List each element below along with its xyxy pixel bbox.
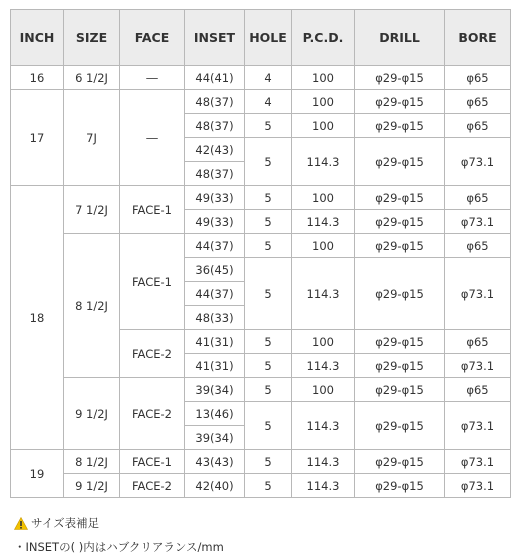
- drill-cell: φ29-φ15: [355, 138, 445, 186]
- drill-cell: φ29-φ15: [355, 258, 445, 330]
- header-drill: DRILL: [355, 10, 445, 66]
- size-cell: 9 1/2J: [64, 474, 120, 498]
- hole-cell: 5: [245, 258, 292, 330]
- bore-cell: φ65: [445, 66, 511, 90]
- warning-icon: [14, 517, 28, 530]
- hole-cell: 5: [245, 138, 292, 186]
- pcd-cell: 100: [292, 378, 355, 402]
- drill-cell: φ29-φ15: [355, 210, 445, 234]
- notes-title: サイズ表補足: [31, 516, 100, 530]
- pcd-cell: 100: [292, 90, 355, 114]
- hole-cell: 4: [245, 66, 292, 90]
- bore-cell: φ65: [445, 330, 511, 354]
- inset-cell: 48(37): [185, 162, 245, 186]
- inset-note: ・INSETの( )内はハブクリアランス/mm: [14, 540, 224, 554]
- hole-cell: 5: [245, 186, 292, 210]
- inset-cell: 44(37): [185, 282, 245, 306]
- inset-cell: 41(31): [185, 354, 245, 378]
- bore-cell: φ65: [445, 90, 511, 114]
- pcd-cell: 114.3: [292, 474, 355, 498]
- inset-cell: 41(31): [185, 330, 245, 354]
- bore-cell: φ73.1: [445, 138, 511, 186]
- bore-cell: φ65: [445, 114, 511, 138]
- table-row: [11, 66, 511, 90]
- inset-cell: 39(34): [185, 426, 245, 450]
- inset-cell: 42(40): [185, 474, 245, 498]
- drill-cell: φ29-φ15: [355, 114, 445, 138]
- drill-cell: φ29-φ15: [355, 186, 445, 210]
- header-face: FACE: [120, 10, 185, 66]
- pcd-cell: 114.3: [292, 210, 355, 234]
- header-inset: INSET: [185, 10, 245, 66]
- size-cell: 7 1/2J: [64, 186, 120, 234]
- bore-cell: φ73.1: [445, 210, 511, 234]
- face-cell: ―: [120, 90, 185, 186]
- inset-cell: 13(46): [185, 402, 245, 426]
- pcd-cell: 100: [292, 66, 355, 90]
- bore-cell: φ65: [445, 378, 511, 402]
- drill-cell: φ29-φ15: [355, 234, 445, 258]
- table-row: [11, 378, 511, 402]
- inset-cell: 39(34): [185, 378, 245, 402]
- pcd-cell: 114.3: [292, 258, 355, 330]
- inset-cell: 43(43): [185, 450, 245, 474]
- bore-cell: φ73.1: [445, 354, 511, 378]
- pcd-cell: 100: [292, 234, 355, 258]
- hole-cell: 5: [245, 210, 292, 234]
- hole-cell: 5: [245, 234, 292, 258]
- drill-cell: φ29-φ15: [355, 378, 445, 402]
- bore-cell: φ73.1: [445, 402, 511, 450]
- face-cell: FACE-1: [120, 450, 185, 474]
- pcd-cell: 100: [292, 186, 355, 210]
- drill-cell: φ29-φ15: [355, 90, 445, 114]
- face-cell: FACE-1: [120, 234, 185, 330]
- drill-cell: φ29-φ15: [355, 402, 445, 450]
- header-pcd: P.C.D.: [292, 10, 355, 66]
- inset-cell: 44(41): [185, 66, 245, 90]
- face-cell: FACE-1: [120, 186, 185, 234]
- size-cell: 8 1/2J: [64, 450, 120, 474]
- table-row: [11, 186, 511, 210]
- drill-cell: φ29-φ15: [355, 66, 445, 90]
- inset-cell: 48(37): [185, 90, 245, 114]
- table-header-row: [11, 10, 511, 66]
- hole-cell: 5: [245, 450, 292, 474]
- bore-cell: φ65: [445, 234, 511, 258]
- inset-cell: 36(45): [185, 258, 245, 282]
- hole-cell: 4: [245, 90, 292, 114]
- drill-cell: φ29-φ15: [355, 450, 445, 474]
- hole-cell: 5: [245, 114, 292, 138]
- hole-cell: 5: [245, 354, 292, 378]
- drill-cell: φ29-φ15: [355, 354, 445, 378]
- pcd-cell: 114.3: [292, 450, 355, 474]
- bore-cell: φ73.1: [445, 474, 511, 498]
- notes-heading: [14, 515, 99, 531]
- hole-cell: 5: [245, 378, 292, 402]
- inch-cell: 17: [11, 90, 64, 186]
- drill-cell: φ29-φ15: [355, 474, 445, 498]
- hole-cell: 5: [245, 474, 292, 498]
- inset-cell: 44(37): [185, 234, 245, 258]
- pcd-cell: 114.3: [292, 354, 355, 378]
- header-bore: BORE: [445, 10, 511, 66]
- face-cell: ―: [120, 66, 185, 90]
- size-cell: 6 1/2J: [64, 66, 120, 90]
- bore-cell: φ65: [445, 186, 511, 210]
- table-row: [11, 474, 511, 498]
- table-row: [11, 90, 511, 114]
- size-cell: 9 1/2J: [64, 378, 120, 450]
- hole-cell: 5: [245, 330, 292, 354]
- inset-cell: 49(33): [185, 186, 245, 210]
- pcd-cell: 100: [292, 114, 355, 138]
- face-cell: FACE-2: [120, 474, 185, 498]
- inset-cell: 48(33): [185, 306, 245, 330]
- header-size: SIZE: [64, 10, 120, 66]
- inch-cell: 16: [11, 66, 64, 90]
- inset-cell: 49(33): [185, 210, 245, 234]
- inch-cell: 19: [11, 450, 64, 498]
- table-row: [11, 234, 511, 258]
- pcd-cell: 100: [292, 330, 355, 354]
- wheel-size-table: [10, 9, 511, 498]
- header-inch: INCH: [11, 10, 64, 66]
- bore-cell: φ73.1: [445, 450, 511, 474]
- bore-cell: φ73.1: [445, 258, 511, 330]
- pcd-cell: 114.3: [292, 402, 355, 450]
- size-cell: 8 1/2J: [64, 234, 120, 378]
- drill-cell: φ29-φ15: [355, 330, 445, 354]
- face-cell: FACE-2: [120, 378, 185, 450]
- size-cell: 7J: [64, 90, 120, 186]
- inset-cell: 48(37): [185, 114, 245, 138]
- pcd-cell: 114.3: [292, 138, 355, 186]
- table-row: [11, 450, 511, 474]
- inch-cell: 18: [11, 186, 64, 450]
- header-hole: HOLE: [245, 10, 292, 66]
- face-cell: FACE-2: [120, 330, 185, 378]
- inset-cell: 42(43): [185, 138, 245, 162]
- hole-cell: 5: [245, 402, 292, 450]
- table-body: [11, 66, 511, 498]
